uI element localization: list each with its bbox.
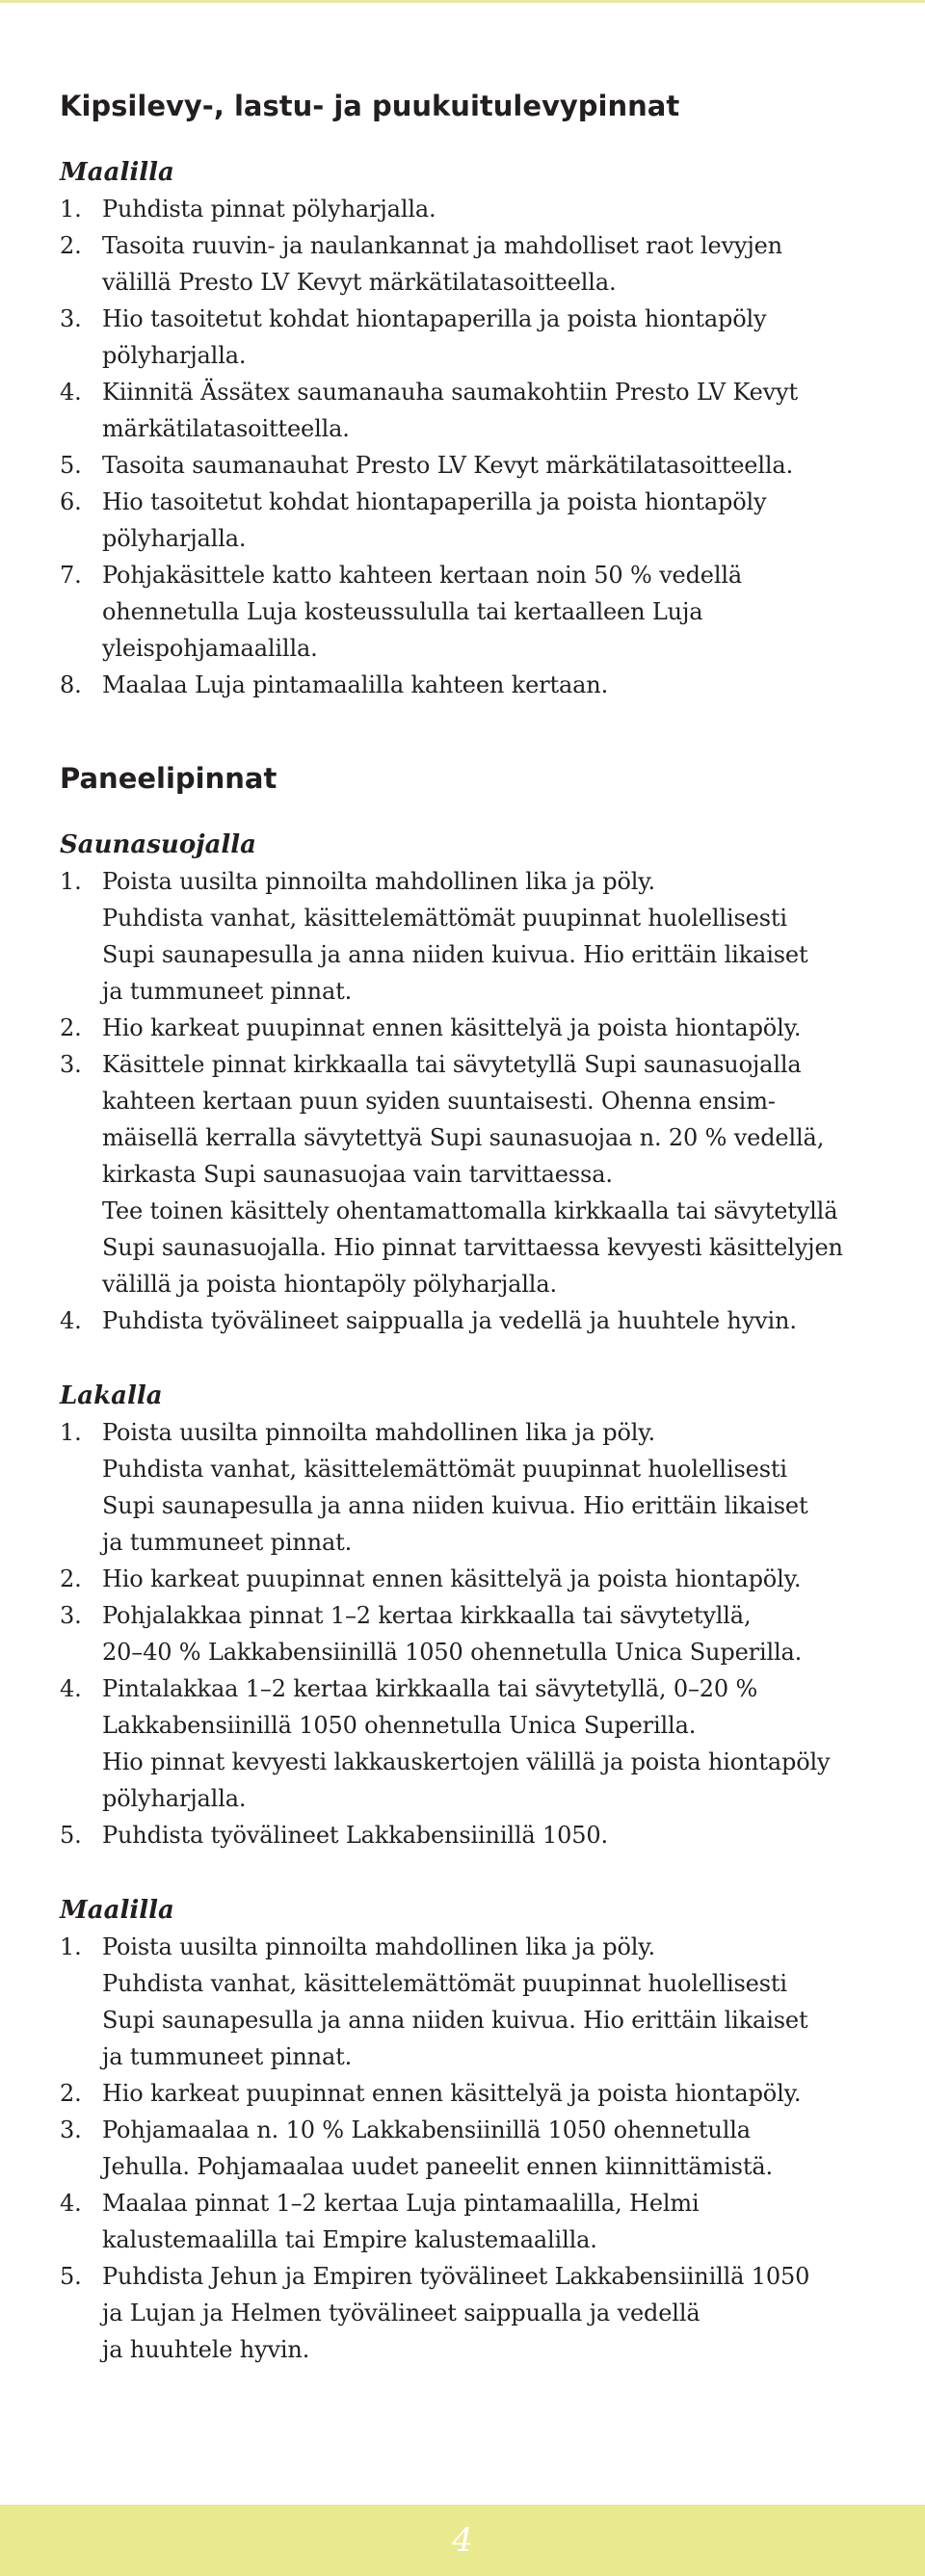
- step-text: [102, 484, 869, 557]
- step-text-line: Hio karkeat puupinnat ennen käsittelyä ja poista hiontapöly.: [102, 1014, 802, 1041]
- step-text: [102, 2112, 869, 2185]
- step-number: 1.: [60, 196, 82, 223]
- subsection-heading: Lakalla: [60, 1381, 163, 1410]
- step-item: [60, 863, 869, 1010]
- step-text: [102, 667, 869, 703]
- step-text-line: Poista uusilta pinnoilta mahdollinen lika ja pöly.: [102, 1933, 656, 1960]
- step-item: [60, 557, 869, 667]
- step-text-line: Puhdista pinnat pölyharjalla.: [102, 196, 436, 223]
- step-text-line: ja tummuneet pinnat.: [102, 978, 353, 1005]
- step-text-line: pölyharjalla.: [102, 1785, 247, 1812]
- step-text-line: pölyharjalla.: [102, 525, 247, 552]
- step-text-line: Puhdista työvälineet Lakkabensiinillä 1050.: [102, 1822, 609, 1849]
- step-text: [102, 1597, 869, 1670]
- step-number: 7.: [60, 562, 82, 589]
- step-text: [102, 2258, 869, 2368]
- step-text-line: Supi saunapesulla ja anna niiden kuivua. Hio erittäin likaiset: [102, 2007, 808, 2034]
- step-text: [102, 2185, 869, 2258]
- step-text-line: Poista uusilta pinnoilta mahdollinen lika ja pöly.: [102, 868, 656, 895]
- step-text-line: yleispohjamaalilla.: [102, 635, 318, 662]
- step-item: [60, 1414, 869, 1561]
- step-item: [60, 1302, 869, 1339]
- step-text-line: ja Lujan ja Helmen työvälineet saippualla ja vedellä: [102, 2300, 700, 2326]
- step-text: [102, 1414, 869, 1561]
- step-text-line: Supi saunapesulla ja anna niiden kuivua. Hio erittäin likaiset: [102, 941, 808, 968]
- subsection-heading: Maalilla: [60, 1896, 174, 1925]
- step-text: [102, 301, 869, 374]
- step-text-line: Supi saunasuojalla. Hio pinnat tarvittaessa kevyesti käsittelyjen: [102, 1234, 843, 1261]
- step-text: [102, 1010, 869, 1046]
- step-text-line: Supi saunapesulla ja anna niiden kuivua. Hio erittäin likaiset: [102, 1492, 808, 1519]
- step-item: [60, 227, 869, 301]
- step-text-line: Tasoita ruuvin- ja naulankannat ja mahdolliset raot levyjen: [102, 232, 782, 259]
- step-text-line: ja huuhtele hyvin.: [102, 2336, 310, 2363]
- step-text-line: Poista uusilta pinnoilta mahdollinen lika ja pöly.: [102, 1419, 656, 1446]
- section-title: Paneelipinnat: [60, 762, 278, 795]
- section-body: [60, 154, 869, 703]
- step-text: [102, 1302, 869, 1339]
- step-number: 2.: [60, 232, 82, 259]
- step-number: 5.: [60, 452, 82, 479]
- page-content: [60, 87, 869, 2368]
- step-number: 4.: [60, 2190, 82, 2217]
- step-text-line: Puhdista vanhat, käsittelemättömät puupinnat huolellisesti: [102, 1456, 787, 1483]
- step-text: [102, 1817, 869, 1853]
- step-number: 8.: [60, 671, 82, 698]
- step-item: [60, 2258, 869, 2368]
- step-item: [60, 1046, 869, 1302]
- step-text-line: Maalaa pinnat 1–2 kertaa Luja pintamaalilla, Helmi: [102, 2190, 700, 2217]
- page-number: 4: [452, 2521, 473, 2560]
- step-item: [60, 667, 869, 703]
- step-number: 3.: [60, 305, 82, 332]
- step-number: 5.: [60, 1822, 82, 1849]
- step-text: [102, 447, 869, 484]
- subsection-heading: Maalilla: [60, 158, 174, 187]
- step-item: [60, 1561, 869, 1597]
- step-number: 3.: [60, 1051, 82, 1078]
- step-text: [102, 1561, 869, 1597]
- step-text-line: Pintalakkaa 1–2 kertaa kirkkaalla tai sävytetyllä, 0–20 %: [102, 1675, 758, 1702]
- step-item: [60, 1670, 869, 1817]
- step-number: 5.: [60, 2263, 82, 2290]
- section-title: Kipsilevy-, lastu- ja puukuitulevypinnat: [60, 90, 680, 122]
- step-number: 1.: [60, 868, 82, 895]
- step-text: [102, 1046, 869, 1302]
- step-number: 4.: [60, 1675, 82, 1702]
- step-item: [60, 374, 869, 447]
- step-text-line: välillä ja poista hiontapöly pölyharjalla.: [102, 1271, 557, 1298]
- step-text-line: Pohjamaalaa n. 10 % Lakkabensiinillä 1050 ohennetulla: [102, 2116, 751, 2143]
- step-item: [60, 1010, 869, 1046]
- step-text-line: pölyharjalla.: [102, 342, 247, 369]
- step-item: [60, 484, 869, 557]
- step-text-line: Pohjalakkaa pinnat 1–2 kertaa kirkkaalla tai sävytetyllä,: [102, 1602, 752, 1629]
- step-text-line: Kiinnitä Ässätex saumanauha saumakohtiin Presto LV Kevyt: [102, 379, 798, 406]
- step-text-line: Hio pinnat kevyesti lakkauskertojen välillä ja poista hiontapöly: [102, 1748, 831, 1775]
- step-number: 2.: [60, 2080, 82, 2107]
- step-list: [60, 191, 869, 703]
- step-text: [102, 1929, 869, 2075]
- step-text-line: Tee toinen käsittely ohentamattomalla kirkkaalla tai sävytetyllä: [102, 1197, 838, 1224]
- step-text-line: kahteen kertaan puun syiden suuntaisesti. Ohenna ensim-: [102, 1088, 776, 1115]
- step-text-line: märkätilatasoitteella.: [102, 415, 350, 442]
- step-text-line: Puhdista vanhat, käsittelemättömät puupinnat huolellisesti: [102, 905, 787, 932]
- step-text-line: Käsittele pinnat kirkkaalla tai sävytetyllä Supi saunasuojalla: [102, 1051, 802, 1078]
- step-text-line: Hio karkeat puupinnat ennen käsittelyä ja poista hiontapöly.: [102, 1565, 802, 1592]
- step-number: 3.: [60, 2116, 82, 2143]
- step-item: [60, 1929, 869, 2075]
- step-text-line: Puhdista Jehun ja Empiren työvälineet Lakkabensiinillä 1050: [102, 2263, 810, 2290]
- step-item: [60, 301, 869, 374]
- step-text-line: Hio tasoitetut kohdat hiontapaperilla ja poista hiontapöly: [102, 488, 767, 515]
- step-text-line: Puhdista työvälineet saippualla ja vedellä ja huuhtele hyvin.: [102, 1307, 797, 1334]
- step-number: 4.: [60, 1307, 82, 1334]
- step-text-line: mäisellä kerralla sävytettyä Supi saunasuojaa n. 20 % vedellä,: [102, 1124, 825, 1151]
- step-number: 6.: [60, 488, 82, 515]
- step-text-line: kalustemaalilla tai Empire kalustemaalilla.: [102, 2226, 597, 2253]
- step-item: [60, 447, 869, 484]
- step-text-line: ja tummuneet pinnat.: [102, 1529, 353, 1556]
- step-text-line: ohennetulla Luja kosteussululla tai kertaalleen Luja: [102, 598, 703, 625]
- step-list: [60, 1414, 869, 1853]
- step-text: [102, 227, 869, 301]
- step-text-line: Puhdista vanhat, käsittelemättömät puupinnat huolellisesti: [102, 1970, 787, 1997]
- step-text: [102, 557, 869, 667]
- step-number: 4.: [60, 379, 82, 406]
- step-text-line: Lakkabensiinillä 1050 ohennetulla Unica Superilla.: [102, 1712, 697, 1739]
- step-text: [102, 863, 869, 1010]
- step-number: 3.: [60, 1602, 82, 1629]
- top-rule: [0, 0, 925, 3]
- step-text-line: Hio karkeat puupinnat ennen käsittelyä ja poista hiontapöly.: [102, 2080, 802, 2107]
- step-number: 2.: [60, 1565, 82, 1592]
- step-text-line: Tasoita saumanauhat Presto LV Kevyt märkätilatasoitteella.: [102, 452, 794, 479]
- step-text-line: Maalaa Luja pintamaalilla kahteen kertaan.: [102, 671, 609, 698]
- step-text-line: 20–40 % Lakkabensiinillä 1050 ohennetulla Unica Superilla.: [102, 1639, 803, 1666]
- step-text-line: ja tummuneet pinnat.: [102, 2043, 353, 2070]
- step-text-line: kirkasta Supi saunasuojaa vain tarvittaessa.: [102, 1161, 613, 1188]
- step-list: [60, 1929, 869, 2368]
- step-item: [60, 2185, 869, 2258]
- step-item: [60, 1817, 869, 1853]
- step-text-line: Pohjakäsittele katto kahteen kertaan noin 50 % vedellä: [102, 562, 743, 589]
- step-text: [102, 374, 869, 447]
- step-list: [60, 863, 869, 1339]
- step-text: [102, 1670, 869, 1817]
- step-number: 2.: [60, 1014, 82, 1041]
- step-item: [60, 2075, 869, 2112]
- step-text-line: Hio tasoitetut kohdat hiontapaperilla ja poista hiontapöly: [102, 305, 767, 332]
- step-item: [60, 191, 869, 227]
- step-text: [102, 191, 869, 227]
- step-text-line: välillä Presto LV Kevyt märkätilatasoitteella.: [102, 269, 617, 296]
- step-text-line: Jehulla. Pohjamaalaa uudet paneelit ennen kiinnittämistä.: [102, 2153, 773, 2180]
- step-item: [60, 1597, 869, 1670]
- step-number: 1.: [60, 1933, 82, 1960]
- section-body: [60, 827, 869, 2368]
- step-item: [60, 2112, 869, 2185]
- subsection-heading: Saunasuojalla: [60, 830, 257, 859]
- step-number: 1.: [60, 1419, 82, 1446]
- step-text: [102, 2075, 869, 2112]
